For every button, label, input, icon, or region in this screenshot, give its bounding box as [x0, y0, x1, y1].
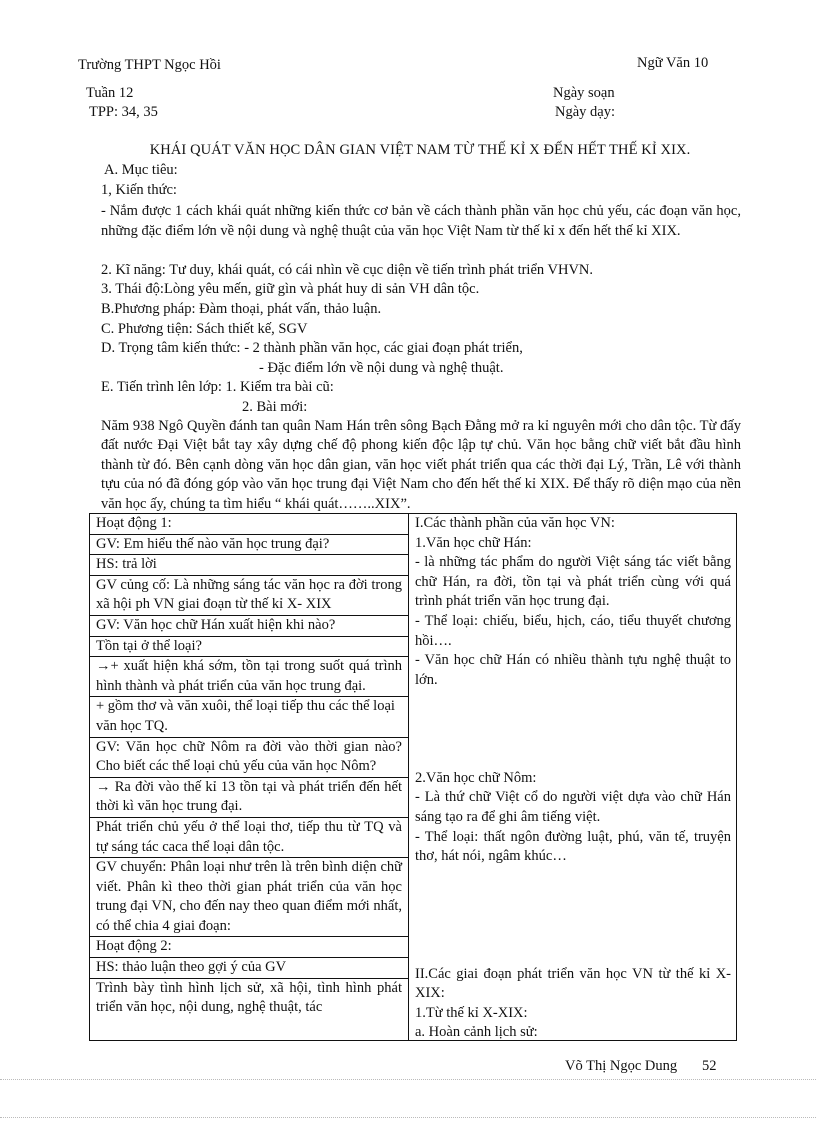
table-cell: GV: Văn học chữ Nôm ra đời vào thời gian nào? Cho biết các thể loại chủ yếu của văn học Nôm? [90, 738, 408, 778]
spacer [409, 867, 737, 887]
teacher-activities-column [90, 514, 408, 1040]
table-cell: GV: Em hiểu thế nào văn học trung đại? [90, 535, 408, 556]
sub-heading: 2.Văn học chữ Nôm: [415, 769, 537, 786]
skills-text: 2. Kĩ năng: Tư duy, khái quát, có cái nhìn về cục diện về tiến trình phát triển VHVN. [101, 262, 594, 278]
intro-paragraph: Năm 938 Ngô Quyền đánh tan quân Nam Hán trên sông Bạch Đằng mở ra kỉ nguyên mới cho dân tộc. Từ đấy đất nước Đại Việt bắt tay xây dựng chế độ phong kiến độc lập tự chủ. Văn học bằng chữ viết bắt đầu hình thành từ đó. Bên cạnh dòng văn học dân gian, văn học viết phát triển qua các thời đại Lý, Trần, Lê với thành tựu của nó đã đóng góp vào văn học trung đại Việt Nam cho đến hết thế kỉ XIX. Để thấy rõ diện mạo của nền văn học ấy, chúng ta tìm hiểu “ khái quát……..XIX”. [101, 418, 741, 512]
content-text: - Văn học chữ Hán có nhiều thành tựu nghệ thuật to lớn. [415, 652, 731, 688]
school-name: Trường THPT Ngọc Hồi [78, 57, 221, 73]
sub-heading: 1.Văn học chữ Hán: [415, 534, 532, 551]
spacer [409, 925, 737, 945]
spacer [409, 906, 737, 926]
table-cell: HS: trả lời [90, 555, 408, 576]
table-cell: GV củng cố: Là những sáng tác văn học ra đời trong xã hội ph VN giai đoạn từ thế kỉ X- XIX [90, 576, 408, 616]
page-edge-divider [0, 1117, 816, 1118]
table-cell: Hoạt động 2: [90, 937, 408, 958]
sub-heading: a. Hoàn cảnh lịch sử: [415, 1024, 538, 1040]
table-cell: + gồm thơ và văn xuôi, thể loại tiếp thu các thể loại văn học TQ. [90, 697, 408, 737]
content-column [409, 514, 737, 1040]
table-cell: Phát triển chủ yếu ở thể loại thơ, tiếp thu từ TQ và tự sáng tác caca thể loại dân tộc. [90, 818, 408, 858]
table-cell: Trình bày tình hình lịch sử, xã hội, tình hình phát triển văn học, nội dung, nghệ thuật, tác [96, 979, 402, 1016]
table-cell: Hoạt động 1: [90, 514, 408, 535]
objectives-heading: A. Mục tiêu: [104, 162, 178, 178]
spacer [409, 886, 737, 906]
table-cell: → Ra đời vào thế kỉ 13 tồn tại và phát triển đến hết thời kì văn học trung đại. [90, 778, 408, 818]
lesson-table [89, 513, 737, 1041]
sub-heading: 1.Từ thế kỉ X-XIX: [415, 1004, 528, 1021]
date-taught: Ngày dạy: [555, 104, 615, 120]
content-text: - là những tác phẩm do người Việt sáng tác viết bằng chữ Hán, ra đời, tồn tại và phát triển cùng với quá trình phát triển văn học trung đại. [415, 554, 731, 610]
knowledge-heading: 1, Kiến thức: [101, 182, 177, 198]
content-text: - Thể loại: thất ngôn đường luật, phú, văn tế, truyện thơ, hát nói, ngâm khúc… [415, 828, 731, 865]
table-cell: GV chuyển: Phân loại như trên là trên bình diện chữ viết. Phân kì theo thời gian phát triển của văn học trung đại VN, cho đến nay theo quan điểm mới nhất, có thể chia 4 giai đoạn: [90, 858, 408, 937]
table-cell: GV: Văn học chữ Hán xuất hiện khi nào? [90, 616, 408, 637]
means-text: C. Phương tiện: Sách thiết kế, SGV [101, 321, 308, 337]
spacer [409, 730, 737, 750]
page-number: 52 [702, 1058, 717, 1074]
section-heading: II.Các giai đoạn phát triển văn học VN từ thế kỉ X-XIX: [415, 965, 731, 1002]
spacer [409, 945, 737, 965]
spacer [409, 710, 737, 730]
knowledge-text: - Nắm được 1 cách khái quát những kiến thức cơ bản về cách thành phần văn học chủ yếu, các đoạn văn học, những đặc điểm lớn về nội dung và nghệ thuật của văn học Việt Nam từ thế kỉ x đến hết thế kỉ XIX. [101, 203, 741, 239]
page-title: KHÁI QUÁT VĂN HỌC DÂN GIAN VIỆT NAM TỪ THẾ KỈ X ĐẾN HẾT THẾ KỈ XIX. [149, 142, 691, 158]
process-line-2: 2. Bài mới: [242, 399, 308, 415]
table-cell: Tồn tại ở thể loại? [90, 637, 408, 658]
method-text: B.Phương pháp: Đàm thoại, phát vấn, thảo luận. [101, 301, 382, 317]
date-prepared: Ngày soạn [553, 85, 615, 101]
lesson-periods: TPP: 34, 35 [89, 104, 158, 120]
attitude-text: 3. Thái độ:Lòng yêu mến, giữ gìn và phát huy di sản VH dân tộc. [101, 281, 480, 297]
process-line-1: E. Tiến trình lên lớp: 1. Kiểm tra bài cũ: [101, 379, 334, 395]
week-label: Tuần 12 [86, 85, 134, 101]
spacer [409, 690, 737, 710]
content-text: - Thể loại: chiếu, biểu, hịch, cáo, tiểu thuyết chương hồi…. [415, 612, 731, 649]
subject-label: Ngữ Văn 10 [637, 55, 709, 71]
focus-line-1: D. Trọng tâm kiến thức: - 2 thành phần văn học, các giai đoạn phát triển, [101, 340, 523, 356]
spacer [409, 749, 737, 769]
footer-divider [0, 1079, 816, 1080]
section-heading: I.Các thành phần của văn học VN: [415, 515, 615, 531]
table-cell: →+ xuất hiện khá sớm, tồn tại trong suốt quá trình hình thành và phát triển của văn học trung đại. [90, 657, 408, 697]
author-name: Võ Thị Ngọc Dung [565, 1058, 678, 1074]
content-text: - Là thứ chữ Việt cổ do người việt dựa vào chữ Hán sáng tạo ra để ghi âm tiếng việt. [415, 789, 731, 825]
focus-line-2: - Đặc điểm lớn về nội dung và nghệ thuật. [259, 360, 504, 376]
table-cell: HS: thảo luận theo gợi ý của GV [90, 958, 408, 979]
